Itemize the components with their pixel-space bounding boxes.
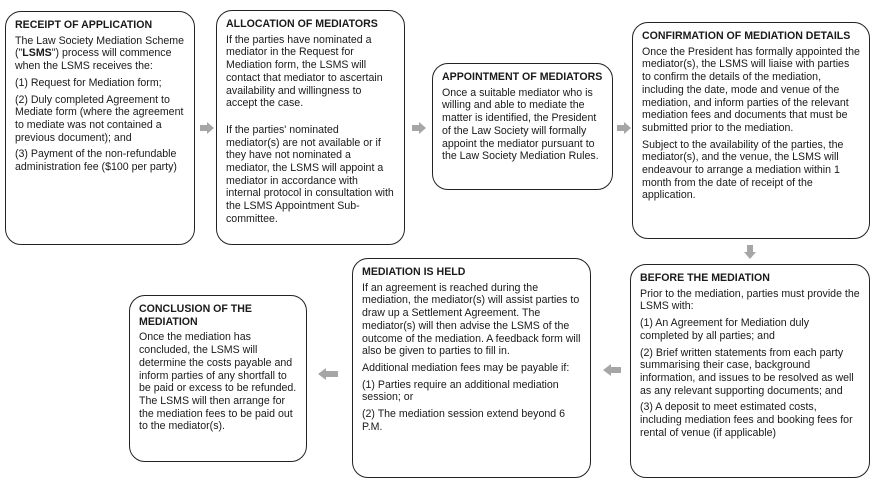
step-title: MEDIATION IS HELD	[362, 266, 466, 278]
step-paragraph: Once the mediation has concluded, the LSMS will determine the costs payable and inform parties of any shortfall to be paid or excess to be refunded. The LSMS will then arrange for the mediation fees to be paid out to the mediator(s).	[139, 331, 297, 433]
step-paragraph: Subject to the availability of the parties, the mediator(s), and the venue, the LSMS will endeavour to arrange a mediation within 1 month from the date of receipt of the application.	[642, 138, 844, 202]
list-item: (3) Payment of the non-refundable administration fee ($100 per party)	[15, 148, 177, 174]
arrow-right-icon	[412, 122, 426, 134]
list-item: (2) The mediation session extend beyond 6 P.M.	[362, 408, 565, 433]
step-paragraph: Once a suitable mediator who is willing and able to mediate the matter is identified, the President of the Law Society will formally appoint the mediator pursuant to the Law Society Mediation Rules.	[442, 86, 599, 163]
step-title: RECEIPT OF APPLICATION	[15, 19, 153, 31]
step-title: ALLOCATION OF MEDIATORS	[226, 18, 378, 30]
list-item: (3) A deposit to meet estimated costs, including mediation fees and booking fees for rental of venue (if applicable)	[640, 401, 853, 439]
step-intro: Prior to the mediation, parties must provide the LSMS with:	[640, 287, 860, 313]
list-item: (2) Duly completed Agreement to Mediate form (where the agreement to mediate was not contained a previous document); and	[15, 93, 184, 144]
arrow-right-icon	[200, 122, 214, 134]
step-paragraph: Additional mediation fees may be payable if:	[362, 361, 570, 374]
step-before-the-mediation	[630, 264, 870, 478]
step-mediation-is-held	[352, 258, 591, 478]
step-confirmation-of-mediation-details	[632, 22, 870, 239]
step-title: CONCLUSION OF THE MEDIATION	[139, 303, 252, 328]
step-paragraph: If the parties have nominated a mediator in the Request for Mediation form, the LSMS will contact that mediator to ascertain availability and willingness to accept the case.	[226, 33, 383, 110]
list-item: (1) An Agreement for Mediation duly completed by all parties; and	[640, 317, 810, 342]
step-intro	[15, 35, 185, 73]
intro-post: ") process will commence when the LSMS receives the:	[15, 47, 172, 73]
step-paragraph: Once the President has formally appointed the mediator(s), the LSMS will liaise with parties to confirm the details of the mediation, including the date, mode and venue of the mediation, and inform parties of the relevant mediation fees and documents that must be submitted prior to the mediation.	[642, 45, 860, 134]
step-title: CONFIRMATION OF MEDIATION DETAILS	[642, 30, 851, 42]
arrow-left-icon	[603, 364, 621, 376]
step-title: BEFORE THE MEDIATION	[640, 272, 770, 284]
step-title: APPOINTMENT OF MEDIATORS	[442, 71, 603, 83]
arrow-right-icon	[617, 122, 631, 134]
list-item: (2) Brief written statements from each party summarising their case, background information, and issues to be resolved as well as any relevant supporting documents; and	[640, 346, 854, 397]
list-item: (1) Request for Mediation form;	[15, 76, 162, 89]
intro-bold: LSMS	[22, 47, 52, 60]
step-receipt-of-application	[5, 11, 195, 245]
step-paragraph: If the parties' nominated mediator(s) are not available or if they have not nominated a mediator, the LSMS will appoint a mediator in accordance with internal protocol in consultation with the LSMS Appointment Sub-committee.	[226, 123, 394, 225]
step-appointment-of-mediators	[432, 63, 613, 190]
step-conclusion-of-the-mediation	[129, 295, 307, 462]
step-allocation-of-mediators	[216, 10, 405, 245]
list-item: (1) Parties require an additional mediation session; or	[362, 378, 559, 404]
step-paragraph: If an agreement is reached during the mediation, the mediator(s) will assist parties to draw up a Settlement Agreement. The mediator(s) will then advise the LSMS of the outcome of the mediation. A feedback form will also be given to parties to fill in.	[362, 281, 581, 358]
intro-pre: The Law Society Mediation Scheme ("	[15, 34, 184, 60]
arrow-left-icon	[318, 368, 338, 380]
arrow-down-icon	[744, 245, 756, 259]
